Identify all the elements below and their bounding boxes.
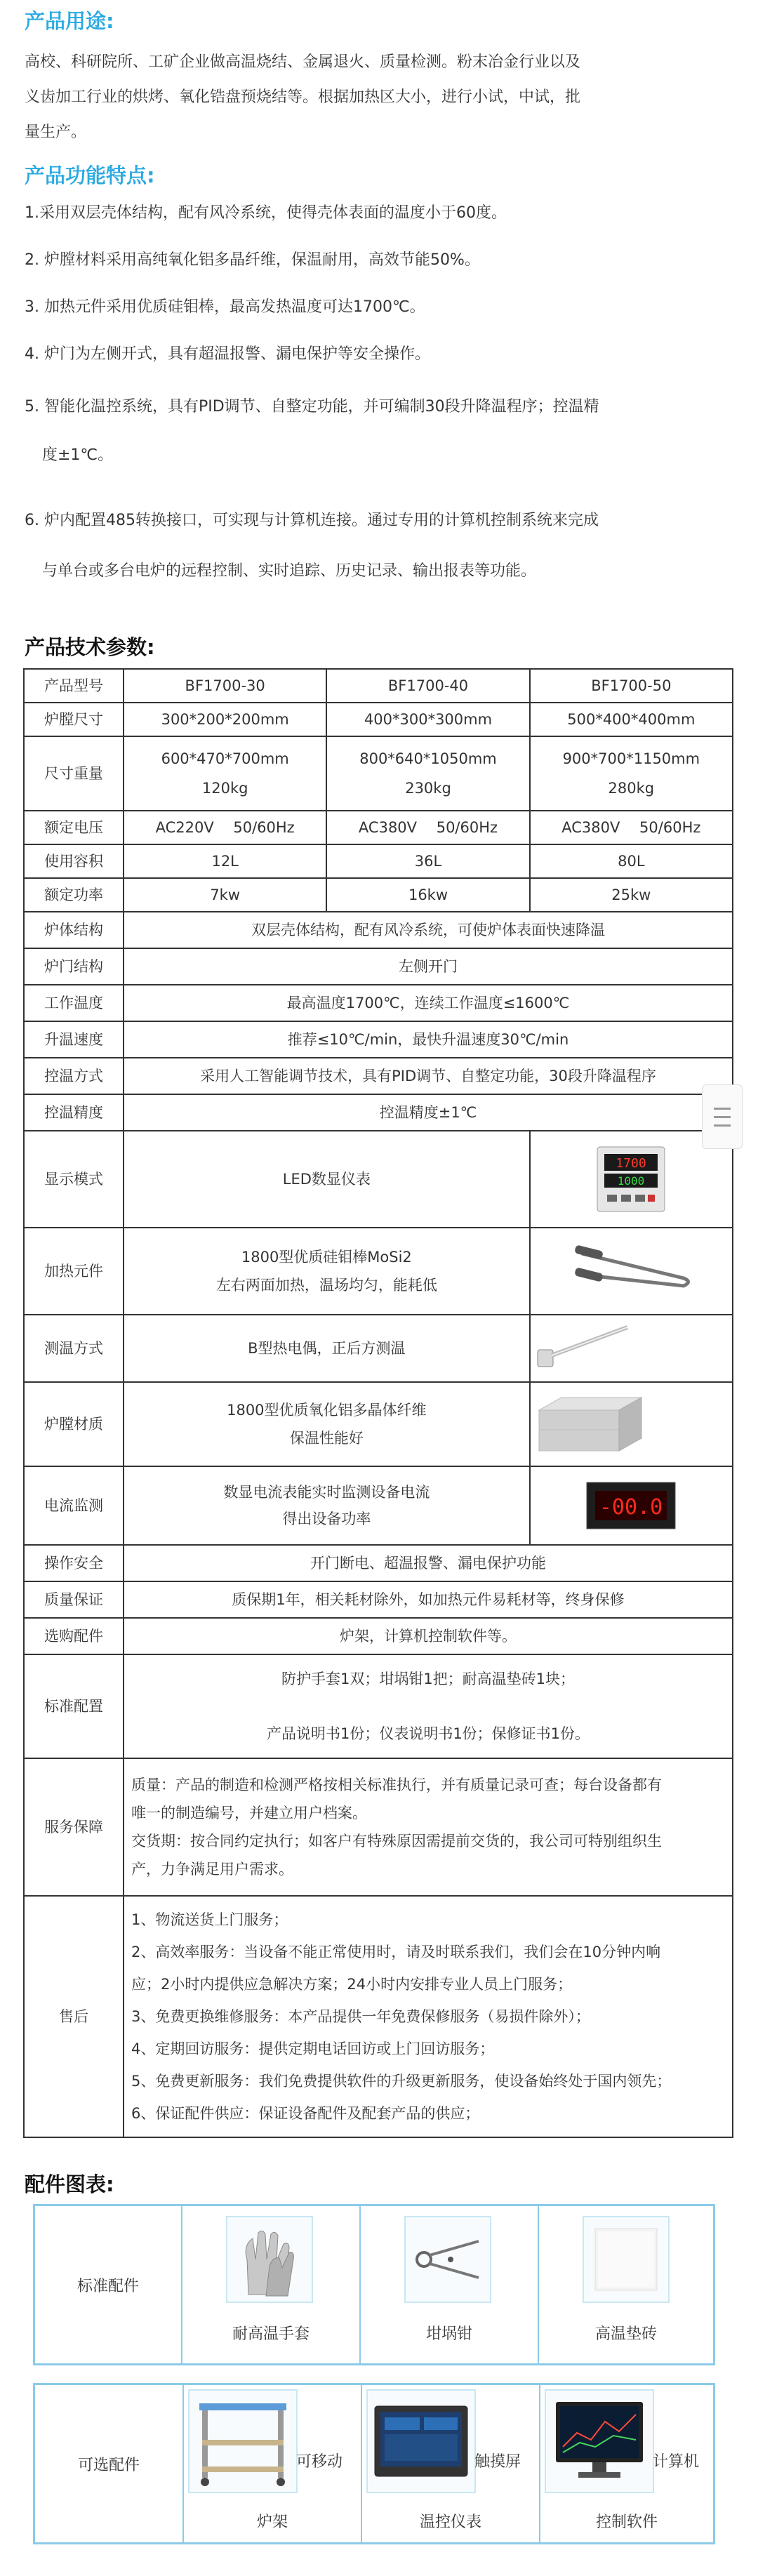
menu-line-icon — [714, 1108, 731, 1110]
row-label: 炉膛尺寸 — [24, 703, 124, 736]
table-row: 显示模式 LED数显仪表 1700 1000 — [24, 1131, 733, 1228]
table-row: 操作安全 开门断电、超温报警、漏电保护功能 — [24, 1545, 733, 1581]
acc-row-label: 可选配件 — [35, 2385, 184, 2542]
row-label: 使用容积 — [24, 844, 124, 878]
model-cell: BF1700-30 — [124, 669, 326, 703]
row-label: 选购配件 — [24, 1618, 124, 1654]
row-label: 控温精度 — [24, 1094, 124, 1131]
menu-line-icon — [714, 1124, 731, 1127]
usage-title: 产品用途: — [25, 9, 114, 33]
scroll-menu-button[interactable] — [702, 1084, 743, 1149]
row-label: 升温速度 — [24, 1021, 124, 1058]
table-row: 测温方式 B型热电偶，正后方测温 — [24, 1315, 733, 1382]
row-label: 服务保障 — [24, 1758, 124, 1896]
table-row: 升温速度 推荐≤10℃/min，最快升温速度30℃/min — [24, 1021, 733, 1058]
table-row — [24, 669, 733, 703]
tongs-image — [404, 2216, 491, 2303]
row-label: 额定功率 — [24, 878, 124, 912]
feature-item: 6. 炉内配置485转换接口，可实现与计算机连接。通过专用的计算机控制系统来完成 — [25, 512, 599, 529]
model-cell: BF1700-40 — [326, 669, 529, 703]
table-row: 工作温度 最高温度1700℃，连续工作温度≤1600℃ — [24, 985, 733, 1021]
menu-line-icon — [714, 1116, 731, 1118]
feature-item: 3. 加热元件采用优质硅钼棒，最高发热温度可达1700℃。 — [25, 298, 425, 316]
feature-item: 1.采用双层壳体结构，配有风冷系统，使得壳体表面的温度小于60度。 — [25, 204, 507, 222]
row-label: 显示模式 — [24, 1131, 124, 1228]
ammeter-image — [530, 1466, 733, 1545]
touchscreen-controller-image — [366, 2389, 476, 2493]
row-label: 标准配置 — [24, 1654, 124, 1758]
gloves-image — [226, 2216, 313, 2303]
table-row: 尺寸重量 600*470*700mm 120kg 800*640*1050mm 230kg 900*700*1150mm 280kg — [24, 736, 733, 811]
table-row: 质量保证 质保期1年，相关耗材除外，如加热元件易耗材等，终身保修 — [24, 1581, 733, 1618]
row-label: 额定电压 — [24, 811, 124, 844]
acc-side-label: 触摸屏 — [474, 2453, 521, 2471]
table-row: 炉体结构 双层壳体结构，配有风冷系统，可使炉体表面快速降温 — [24, 912, 733, 948]
row-label: 炉膛材质 — [24, 1382, 124, 1466]
table-row: 使用容积 12L 36L 80L — [24, 844, 733, 878]
ammeter-reading: -00.0 — [599, 1495, 663, 1520]
meter-sv: 1000 — [618, 1174, 645, 1188]
table-row: 电流监测 数显电流表能实时监测设备电流 得出设备功率 -00.0 — [24, 1466, 733, 1545]
optional-accessories — [33, 2383, 715, 2544]
spec-title: 产品技术参数: — [25, 635, 155, 659]
row-label: 控温方式 — [24, 1058, 124, 1094]
feature-item: 度±1℃。 — [42, 446, 114, 464]
row-label: 产品型号 — [24, 669, 124, 703]
table-row: 售后 1、物流送货上门服务； 2、高效率服务：当设备不能正常使用时，请及时联系我们，我们会在10分钟内响 应；2小时内提供应急解决方案；24小时内安排专业人员上门服务； 3、免费更换维修服务：本产品提供一年免费保修服务（易损件除外）； 4、定期回访服务：提供定期电话回访或上门回访服务； 5、免费更新服务：我们免费提供软件的升级更新服务，使设备始终处于国内领先； 6、保证配件供应：保证设备配件及配套产品的供应； — [24, 1896, 733, 2137]
acc-row-label: 标准配件 — [35, 2206, 182, 2363]
spec-table — [23, 668, 733, 2138]
thermocouple-image — [530, 1315, 733, 1382]
acc-side-label: 计算机 — [653, 2453, 700, 2471]
acc-item-stand: 可移动 炉架 — [184, 2385, 362, 2542]
furnace-stand-image — [188, 2389, 298, 2493]
row-label: 售后 — [24, 1896, 124, 2137]
meter-pv: 1700 — [616, 1156, 647, 1171]
row-label: 炉体结构 — [24, 912, 124, 948]
computer-software-image — [545, 2389, 654, 2493]
row-label: 操作安全 — [24, 1545, 124, 1581]
table-row: 选购配件 炉架，计算机控制软件等。 — [24, 1618, 733, 1654]
acc-side-label: 可移动 — [296, 2453, 343, 2471]
insulation-block-image — [530, 1382, 733, 1466]
table-row: 额定电压 AC220V 50/60Hz AC380V 50/60Hz AC380V 50/60Hz — [24, 811, 733, 844]
table-row: 加热元件 1800型优质硅钼棒MoSi2 左右两面加热，温场均匀，能耗低 — [24, 1228, 733, 1315]
heating-rod-image — [530, 1228, 733, 1315]
table-row: 炉膛尺寸 300*200*200mm 400*300*300mm 500*400*400mm — [24, 703, 733, 736]
table-row: 控温方式 采用人工智能调节技术，具有PID调节、自整定功能，30段升降温程序 — [24, 1058, 733, 1094]
usage-text: 高校、科研院所、工矿企业做高温烧结、金属退火、质量检测。粉末冶金行业以及 义齿加工行业的烘烤、氧化锆盘预烧结等。根据加热区大小，进行小试，中试，批 量生产。 — [25, 53, 581, 141]
model-cell: BF1700-50 — [530, 669, 733, 703]
table-row: 标准配置 防护手套1双；坩埚钳1把；耐高温垫砖1块； 产品说明书1份；仪表说明书1份；保修证书1份。 — [24, 1654, 733, 1758]
acc-item-tongs: 坩埚钳 — [361, 2206, 539, 2363]
row-label: 炉门结构 — [24, 948, 124, 985]
feature-item: 5. 智能化温控系统，具有PID调节、自整定功能，并可编制30段升降温程序；控温精 — [25, 398, 599, 416]
table-row: 额定功率 7kw 16kw 25kw — [24, 878, 733, 912]
table-row: 炉膛材质 1800型优质氧化铝多晶体纤维 保温性能好 — [24, 1382, 733, 1466]
acc-item-software: 计算机 控制软件 — [540, 2385, 713, 2542]
row-label: 测温方式 — [24, 1315, 124, 1382]
accessories-title: 配件图表: — [25, 2172, 114, 2196]
features-title: 产品功能特点: — [25, 164, 155, 187]
row-label: 质量保证 — [24, 1581, 124, 1618]
feature-item: 4. 炉门为左侧开式，具有超温报警、漏电保护等安全操作。 — [25, 345, 430, 363]
standard-accessories — [33, 2204, 715, 2365]
row-label: 工作温度 — [24, 985, 124, 1021]
brick-image — [583, 2216, 670, 2303]
row-label: 尺寸重量 — [24, 736, 124, 811]
row-label: 电流监测 — [24, 1466, 124, 1545]
acc-item-controller: 触摸屏 温控仪表 — [362, 2385, 540, 2542]
row-label: 加热元件 — [24, 1228, 124, 1315]
table-row: 服务保障 质量：产品的制造和检测严格按相关标准执行，并有质量记录可查；每台设备都有 唯一的制造编号，并建立用户档案。 交货期：按合同约定执行；如客户有特殊原因需提前交货的，我公司可特别组织生 产，力争满足用户需求。 — [24, 1758, 733, 1896]
feature-item: 与单台或多台电炉的远程控制、实时追踪、历史记录、输出报表等功能。 — [42, 562, 537, 580]
table-row: 炉门结构 左侧开门 — [24, 948, 733, 985]
table-row: 控温精度 控温精度±1℃ — [24, 1094, 733, 1131]
feature-item: 2. 炉膛材料采用高纯氧化铝多晶纤维，保温耐用，高效节能50%。 — [25, 251, 480, 269]
acc-item-brick: 高温垫砖 — [539, 2206, 713, 2363]
acc-item-gloves: 耐高温手套 — [182, 2206, 361, 2363]
